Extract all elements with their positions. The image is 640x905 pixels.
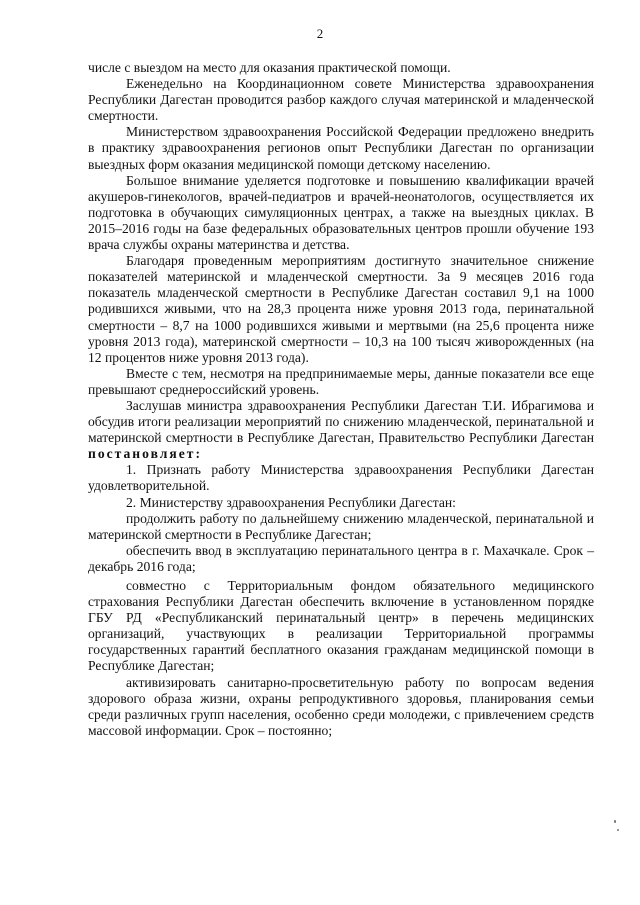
scan-speck [617, 829, 619, 831]
task-perinatal-center: обеспечить ввод в эксплуатацию перинатального центра в г. Махачкале. Срок – декабрь 2016 года; [88, 542, 594, 574]
resolution-intro [88, 398, 594, 462]
task-insurance-inclusion: совместно с Территориальным фондом обязательного медицинского страхования Республики Дагестан обеспечить включение в установленном порядке ГБУ РД «Республиканский перинатальный центр» в перечень медицинских организаций, участвующих в реализации Территориальной программы государственных гарантий бесплатного оказания гражданам медицинской помощи в Республике Дагестан; [88, 578, 594, 674]
paragraph-continuation: числе с выездом на место для оказания практической помощи. [88, 60, 451, 75]
task-health-education: активизировать санитарно-просветительную работу по вопросам ведения здорового образа жизни, охраны репродуктивного здоровья, планирования семьи среди различных групп населения, особенно среди молодежи, с привлечением средств массовой информации. Срок – постоянно; [88, 674, 594, 738]
document-body [88, 60, 594, 739]
scan-speck [614, 820, 616, 823]
paragraph-training: Большое внимание уделяется подготовке и повышению квалификации врачей акушеров-гинекологов, врачей-педиатров и врачей-неонатологов, осуществляется их подготовка в обучающих симуляционных центрах, а также на выездных циклах. В 2015–2016 годы на базе федеральных образовательных центров прошли обучение 193 врача службы охраны материнства и детства. [88, 172, 594, 253]
paragraph-mortality-indicators: Благодаря проведенным мероприятиям достигнуто значительное снижение показателей материнской и младенческой смертности. За 9 месяцев 2016 года показатель младенческой смертности в Республике Дагестан составил 9,1 на 1000 родившихся живыми, что на 28,3 процента ниже уровня 2013 года, перинатальной смертности – 8,7 на 1000 родившихся живыми и мертвыми (на 25,6 процента ниже уровня 2013 года), материнской смертности – 10,3 на 100 тысяч живорожденных (на 12 процентов ниже уровня 2013 года). [88, 253, 594, 365]
item-2-ministry-tasks: 2. Министерству здравоохранения Республики Дагестан: [126, 494, 456, 510]
task-continue-reduction: продолжить работу по дальнейшему снижению младенческой, перинатальной и материнской смертности в Республике Дагестан; [88, 510, 594, 542]
paragraph-ministry-proposal: Министерством здравоохранения Российской Федерации предложено внедрить в практику здравоохранения регионов опыт Республики Дагестан по организации выездных форм оказания медицинской помощи детскому населению. [88, 124, 594, 172]
resolution-verb: постановляет: [88, 446, 202, 462]
paragraph-still-above-average: Вместе с тем, несмотря на предпринимаемые меры, данные показатели все еще превышают среднероссийский уровень. [88, 365, 594, 397]
paragraph-coordination-council: Еженедельно на Координационном совете Министерства здравоохранения Республики Дагестан проводится разбор каждого случая материнской и младенческой смертности. [88, 76, 594, 124]
resolution-intro-text: Заслушав министра здравоохранения Республики Дагестан Т.И. Ибрагимова и обсудив итоги реализации мероприятий по снижению младенческой, перинатальной и материнской смертности в Республике Дагестан, Правительство Республики Дагестан [88, 397, 594, 446]
page-number: 2 [316, 26, 324, 41]
item-1-approve-work: 1. Признать работу Министерства здравоохранения Республики Дагестан удовлетворительной. [88, 462, 594, 494]
